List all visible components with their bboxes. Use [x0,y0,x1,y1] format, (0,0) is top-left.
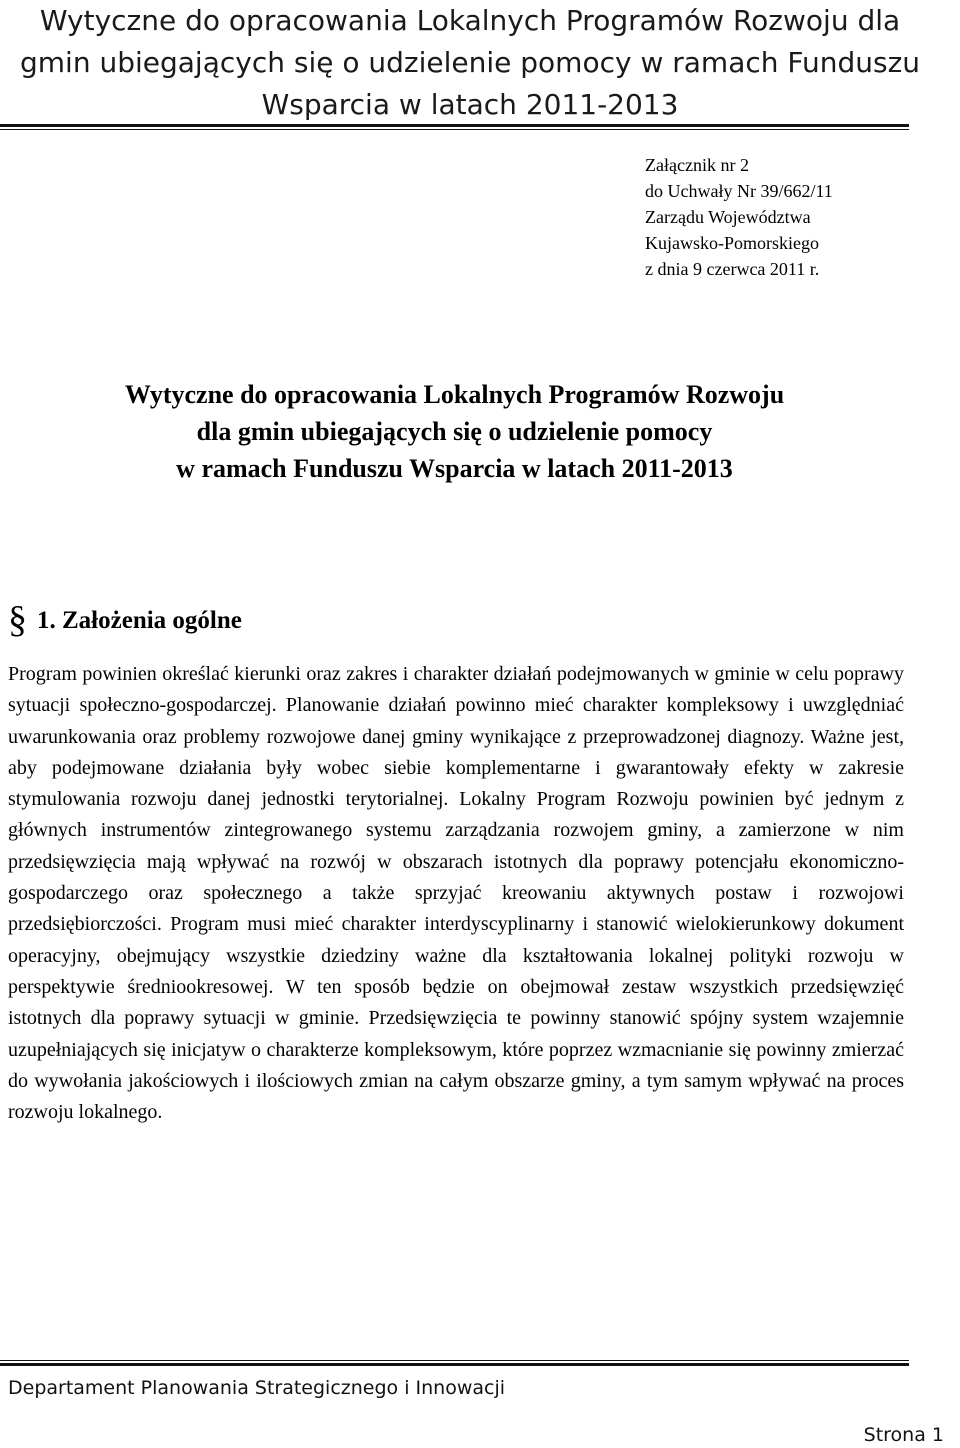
running-header-line-3: Wsparcia w latach 2011-2013 [261,88,679,121]
document-title-line-3: w ramach Funduszu Wsparcia w latach 2011-2013 [176,454,733,483]
page-number: Strona 1 [863,1424,944,1446]
footer-divider [0,1360,909,1366]
running-header-line-1: Wytyczne do opracowania Lokalnych Programów Rozwoju dla [39,4,901,37]
attachment-note [645,152,833,282]
running-header-line-2: gmin ubiegających się o udzielenie pomocy w ramach Funduszu [20,46,921,79]
attachment-line-3: Zarządu Województwa [645,207,811,227]
attachment-line-5: z dnia 9 czerwca 2011 r. [645,259,820,279]
document-title-line-1: Wytyczne do opracowania Lokalnych Programów Rozwoju [124,380,785,409]
attachment-line-2: do Uchwały Nr 39/662/11 [645,181,833,201]
section-heading-text: 1. Założenia ogólne [37,607,242,634]
running-header [20,0,920,126]
attachment-line-1: Załącznik nr 2 [645,155,749,175]
document-title [0,376,909,487]
header-divider [0,124,909,130]
document-title-line-2: dla gmin ubiegających się o udzielenie pomocy [196,417,713,446]
section-sign: § [8,599,27,641]
attachment-line-4: Kujawsko-Pomorskiego [645,233,819,253]
body-paragraph: Program powinien określać kierunki oraz zakres i charakter działań podejmowanych w gminie w celu poprawy sytuacji społeczno-gospodarczej. Planowanie działań powinno mieć charakter kompleksowy i uwzględniać uwarunkowania oraz problemy rozwojowe danej gminy wynikające z przeprowadzonej diagnozy. Ważne jest, aby podejmowane działania były wobec siebie komplementarne i gwarantowały efekty w zakresie stymulowania rozwoju danej jednostki terytorialnej. Lokalny Program Rozwoju powinien być jednym z głównych instrumentów zintegrowanego systemu zarządzania rozwojem gminy, a zamierzone w nim przedsięwzięcia mają wpływać na rozwój w obszarach istotnych dla poprawy potencjału ekonomiczno-gospodarczego oraz społecznego a także sprzyjać kreowaniu aktywnych postaw i rozwojowi przedsiębiorczości. Program musi mieć charakter interdyscyplinarny i stanowić wielokierunkowy dokument operacyjny, obejmujący wszystkie dziedziny ważne dla kształtowania lokalnej polityki rozwoju w perspektywie średniookresowej. W ten sposób będzie on obejmował zestaw wszystkich przedsięwzięć istotnych dla poprawy sytuacji w gminie. Przedsięwzięcia te powinny stanowić spójny system wzajemnie uzupełniających się inicjatyw o charakterze kompleksowym, które poprzez wzmacnianie się powinny zmierzać do wywołania jakościowych i ilościowych zmian na całym obszarze gminy, a tym samym wpływać na proces rozwoju lokalnego. [8,663,904,1124]
section-heading [8,600,242,641]
footer-department: Departament Planowania Strategicznego i Innowacji [8,1377,506,1399]
